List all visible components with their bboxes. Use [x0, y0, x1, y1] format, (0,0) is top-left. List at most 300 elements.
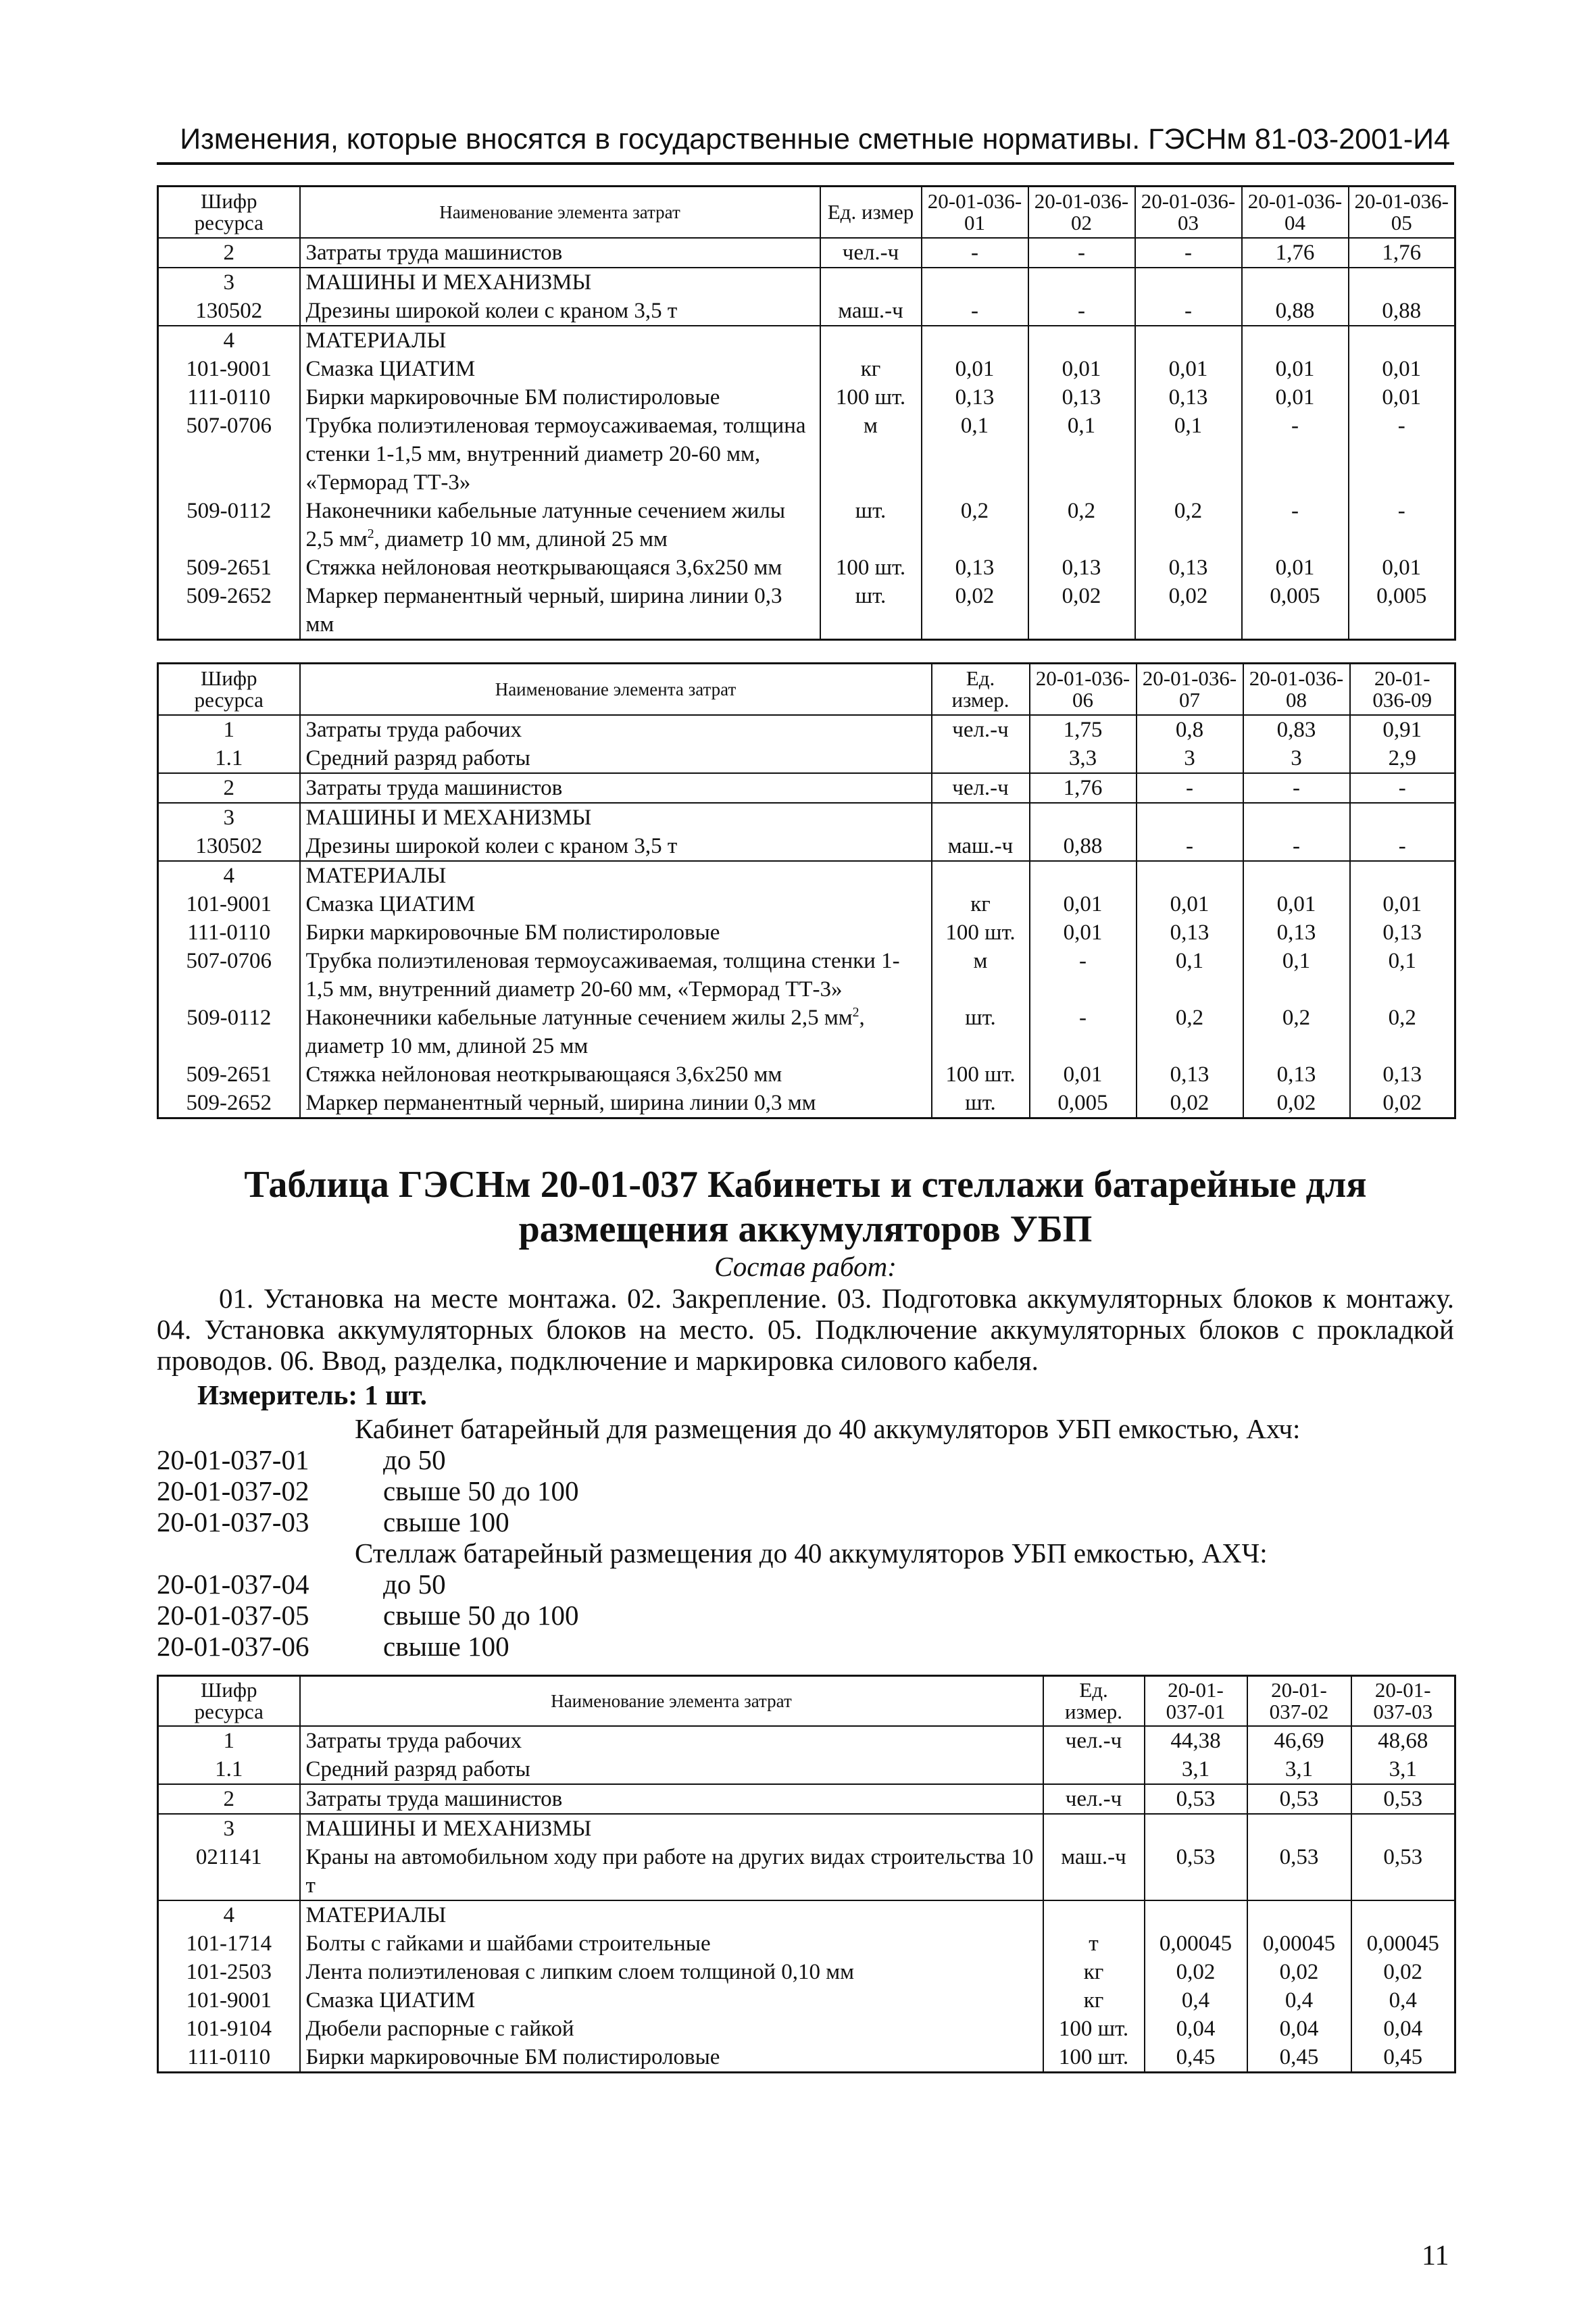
- value-cell: 0,91: [1350, 715, 1455, 744]
- resource-name-cell: [300, 2043, 1043, 2073]
- value-cell: 0,1: [1243, 947, 1350, 1004]
- value-cell: [1350, 861, 1455, 890]
- resource-name-cell: [300, 497, 820, 553]
- resource-name-cell: [300, 1089, 932, 1118]
- table-row: [158, 582, 1455, 640]
- resource-code-cell: 507-0706: [158, 947, 300, 1004]
- resource-name-tail: , диаметр 10 мм, длиной 25 мм: [374, 526, 668, 551]
- resource-code-cell: 509-2651: [158, 1060, 300, 1089]
- value-cell: [1028, 268, 1135, 297]
- resource-table-036-01-05: [157, 185, 1456, 641]
- unit-cell: 100 шт.: [1043, 2015, 1145, 2043]
- value-cell: [1137, 803, 1243, 832]
- resource-code-cell: 509-2652: [158, 1089, 300, 1118]
- value-cell: 0,83: [1243, 715, 1350, 744]
- resource-name: Трубка полиэтиленовая термоусаживаемая, толщина стенки 1-1,5 мм, внутренний диаметр 20-60 мм, «Терморад ТТ-3»: [305, 413, 806, 495]
- value-cell: 3: [1137, 744, 1243, 773]
- unit-cell: [932, 744, 1030, 773]
- table-row: [158, 744, 1455, 773]
- value-cell: 0,02: [1028, 582, 1135, 640]
- value-cell: 3,1: [1145, 1755, 1247, 1784]
- resource-name: Затраты труда машинистов: [305, 1786, 563, 1811]
- work-composition-text: 01. Установка на месте монтажа. 02. Закрепление. 03. Подготовка аккумуляторных блоков к монтажу. 04. Установка аккумуляторных блоков на место. 05. Подключение аккумуляторных блоков с прокладкой проводов. 06. Ввод, разделка, подключение и маркировка силового кабеля.: [157, 1283, 1454, 1376]
- running-title: Изменения, которые вносятся в государственные сметные нормативы. ГЭСНм 81-03-2001-И4: [180, 123, 1450, 155]
- col-norm-header: 20-01-036-02: [1028, 187, 1135, 238]
- col-code-header: Шифр ресурса: [158, 187, 300, 238]
- norm-code: 20-01-037-04: [157, 1569, 309, 1600]
- resource-name-cell: [300, 383, 820, 412]
- resource-name-cell: [300, 297, 820, 326]
- resource-name-cell: [300, 1784, 1043, 1814]
- resource-name-cell: [300, 1726, 1043, 1755]
- value-cell: 0,01: [1028, 355, 1135, 383]
- norm-desc: свыше 50 до 100: [383, 1475, 579, 1506]
- col-name-header: Наименование элемента затрат: [300, 664, 932, 715]
- value-cell: 0,88: [1242, 297, 1349, 326]
- col-norm-header: 20-01-037-02: [1247, 1676, 1351, 1726]
- resource-name: Болты с гайками и шайбами строительные: [305, 1931, 711, 1956]
- value-cell: -: [1349, 412, 1455, 497]
- value-cell: [1030, 803, 1137, 832]
- resource-name-cell: [300, 947, 932, 1004]
- col-norm-header: 20-01-036-04: [1242, 187, 1349, 238]
- value-cell: 0,005: [1242, 582, 1349, 640]
- col-norm-header: 20-01-036-05: [1349, 187, 1455, 238]
- table-row: [158, 1958, 1455, 1986]
- value-cell: -: [1349, 497, 1455, 553]
- table-row: [158, 1929, 1455, 1958]
- page-number: 11: [1422, 2240, 1449, 2271]
- value-cell: [1247, 1900, 1351, 1929]
- resource-code-cell: 101-9001: [158, 355, 300, 383]
- value-cell: 0,45: [1351, 2043, 1455, 2073]
- norm-desc: свыше 100: [383, 1506, 509, 1537]
- value-cell: 0,2: [1350, 1004, 1455, 1060]
- rack-heading: Стеллаж батарейный размещения до 40 аккумуляторов УБП емкостью, АХЧ:: [355, 1537, 1268, 1569]
- resource-table-037: [157, 1675, 1456, 2073]
- cabinet-heading: Кабинет батарейный для размещения до 40 аккумуляторов УБП емкостью, Ахч:: [355, 1413, 1301, 1444]
- value-cell: 0,02: [1135, 582, 1242, 640]
- value-cell: 0,1: [1137, 947, 1243, 1004]
- value-cell: 0,01: [1030, 890, 1137, 918]
- table-row: [158, 1755, 1455, 1784]
- col-norm-header: 20-01-036-07: [1137, 664, 1243, 715]
- unit-cell: [820, 326, 922, 355]
- resource-code-cell: 111-0110: [158, 383, 300, 412]
- resource-name-cell: [300, 268, 820, 297]
- col-unit-header: Ед. измер.: [932, 664, 1030, 715]
- value-cell: 0,02: [1351, 1958, 1455, 1986]
- table-row: [158, 238, 1455, 268]
- value-cell: [922, 326, 1028, 355]
- resource-name: Краны на автомобильном ходу при работе на других видах строительства 10 т: [305, 1844, 1034, 1898]
- value-cell: -: [922, 238, 1028, 268]
- resource-name: МАТЕРИАЛЫ: [305, 863, 447, 888]
- col-unit-header: Ед. измер.: [1043, 1676, 1145, 1726]
- table-row: [158, 1784, 1455, 1814]
- table-row: [158, 947, 1455, 1004]
- value-cell: 0,13: [1243, 918, 1350, 947]
- norm-desc: свыше 50 до 100: [383, 1600, 579, 1631]
- table-row: [158, 1726, 1455, 1755]
- col-unit-header: Ед. измер: [820, 187, 922, 238]
- unit-cell: шт.: [820, 582, 922, 640]
- resource-code-cell: 2: [158, 238, 300, 268]
- unit-cell: маш.-ч: [820, 297, 922, 326]
- resource-name-cell: [300, 2015, 1043, 2043]
- table-row: [158, 803, 1455, 832]
- value-cell: 0,8: [1137, 715, 1243, 744]
- resource-code-cell: 2: [158, 1784, 300, 1814]
- col-norm-header: 20-01-037-03: [1351, 1676, 1455, 1726]
- resource-code-cell: 509-0112: [158, 497, 300, 553]
- resource-code-cell: 101-9001: [158, 1986, 300, 2015]
- value-cell: 0,04: [1351, 2015, 1455, 2043]
- table-title: Таблица ГЭСНм 20-01-037 Кабинеты и стеллажи батарейные для размещения аккумуляторов УБП: [244, 1164, 1367, 1250]
- resource-code-cell: 130502: [158, 297, 300, 326]
- col-norm-header: 20-01-037-01: [1145, 1676, 1247, 1726]
- resource-code-cell: 111-0110: [158, 918, 300, 947]
- value-cell: -: [1135, 297, 1242, 326]
- norm-code: 20-01-037-06: [157, 1631, 309, 1662]
- table-row: [158, 1843, 1455, 1900]
- value-cell: 0,13: [1243, 1060, 1350, 1089]
- resource-name-cell: [300, 1060, 932, 1089]
- unit-cell: [1043, 1755, 1145, 1784]
- value-cell: [1243, 803, 1350, 832]
- table-row: [158, 773, 1455, 803]
- value-cell: -: [1243, 773, 1350, 803]
- resource-code-cell: 111-0110: [158, 2043, 300, 2073]
- table-row: [158, 553, 1455, 582]
- table-row: [158, 326, 1455, 355]
- value-cell: 0,45: [1247, 2043, 1351, 2073]
- resource-name-cell: [300, 355, 820, 383]
- value-cell: [1349, 326, 1455, 355]
- value-cell: [1135, 326, 1242, 355]
- unit-cell: м: [932, 947, 1030, 1004]
- value-cell: 0,53: [1351, 1843, 1455, 1900]
- value-cell: 0,01: [1030, 1060, 1137, 1089]
- col-code-header: Шифр ресурса: [158, 664, 300, 715]
- resource-name: Средний разряд работы: [305, 745, 530, 770]
- value-cell: [1242, 326, 1349, 355]
- unit-cell: чел.-ч: [1043, 1726, 1145, 1755]
- value-cell: 1,76: [1349, 238, 1455, 268]
- value-cell: 0,01: [1243, 890, 1350, 918]
- value-cell: -: [1030, 947, 1137, 1004]
- measure-value: 1 шт.: [364, 1379, 427, 1410]
- unit-cell: [932, 803, 1030, 832]
- table-row: [158, 1900, 1455, 1929]
- table-row: [158, 1060, 1455, 1089]
- table-row: [158, 412, 1455, 497]
- value-cell: -: [1028, 238, 1135, 268]
- resource-name-cell: [300, 803, 932, 832]
- col-name-header: Наименование элемента затрат: [300, 187, 820, 238]
- value-cell: 0,2: [1137, 1004, 1243, 1060]
- resource-name: Маркер перманентный черный, ширина линии 0,3 мм: [305, 1090, 816, 1115]
- resource-code-cell: 4: [158, 1900, 300, 1929]
- resource-code-cell: 101-9001: [158, 890, 300, 918]
- unit-cell: [932, 861, 1030, 890]
- value-cell: 2,9: [1350, 744, 1455, 773]
- value-cell: 3,1: [1351, 1755, 1455, 1784]
- unit-cell: чел.-ч: [820, 238, 922, 268]
- value-cell: 3,3: [1030, 744, 1137, 773]
- resource-code-cell: 130502: [158, 832, 300, 861]
- resource-name: Трубка полиэтиленовая термоусаживаемая, толщина стенки 1-1,5 мм, внутренний диаметр 20-60 мм, «Терморад ТТ-3»: [305, 948, 900, 1002]
- unit-cell: маш.-ч: [932, 832, 1030, 861]
- resource-name-cell: [300, 1814, 1043, 1843]
- unit-cell: [1043, 1814, 1145, 1843]
- table-row: [158, 1004, 1455, 1060]
- resource-code-cell: 101-2503: [158, 1958, 300, 1986]
- value-cell: 1,75: [1030, 715, 1137, 744]
- value-cell: -: [1030, 1004, 1137, 1060]
- value-cell: 0,02: [1137, 1089, 1243, 1118]
- norm-desc: свыше 100: [383, 1631, 509, 1662]
- value-cell: -: [1350, 832, 1455, 861]
- value-cell: 0,02: [1247, 1958, 1351, 1986]
- resource-name-tail: , диаметр 10 мм, длиной 25 мм: [305, 1005, 865, 1058]
- value-cell: [1350, 803, 1455, 832]
- value-cell: [1030, 861, 1137, 890]
- resource-name: Стяжка нейлоновая неоткрывающаяся 3,6х250 мм: [305, 1062, 782, 1087]
- value-cell: 0,01: [1242, 553, 1349, 582]
- resource-name-cell: [300, 1929, 1043, 1958]
- value-cell: -: [1028, 297, 1135, 326]
- norm-desc: до 50: [383, 1444, 446, 1475]
- resource-name-cell: [300, 773, 932, 803]
- value-cell: 0,01: [1030, 918, 1137, 947]
- value-cell: [1247, 1814, 1351, 1843]
- value-cell: 1,76: [1030, 773, 1137, 803]
- table-row: [158, 890, 1455, 918]
- norm-code: 20-01-037-05: [157, 1600, 309, 1631]
- table-row: [158, 297, 1455, 326]
- col-name-header: Наименование элемента затрат: [300, 1676, 1043, 1726]
- table-row: [158, 715, 1455, 744]
- norm-code: 20-01-037-03: [157, 1506, 309, 1537]
- superscript: 2: [852, 1004, 859, 1020]
- resource-name-cell: [300, 1004, 932, 1060]
- value-cell: 1,76: [1242, 238, 1349, 268]
- value-cell: [1351, 1814, 1455, 1843]
- value-cell: 0,53: [1247, 1843, 1351, 1900]
- norm-code: 20-01-037-02: [157, 1475, 309, 1506]
- value-cell: 0,53: [1247, 1784, 1351, 1814]
- resource-name: Затраты труда машинистов: [305, 240, 563, 265]
- resource-name: Дюбели распорные с гайкой: [305, 2016, 574, 2041]
- unit-cell: чел.-ч: [932, 715, 1030, 744]
- value-cell: 0,13: [1028, 383, 1135, 412]
- unit-cell: [820, 268, 922, 297]
- value-cell: 0,01: [922, 355, 1028, 383]
- value-cell: 0,1: [922, 412, 1028, 497]
- resource-name: Наконечники кабельные латунные сечением жилы 2,5 мм: [305, 1005, 853, 1030]
- value-cell: -: [1242, 497, 1349, 553]
- resource-name-cell: [300, 715, 932, 744]
- value-cell: [1351, 1900, 1455, 1929]
- unit-cell: 100 шт.: [1043, 2043, 1145, 2073]
- resource-code-cell: 3: [158, 1814, 300, 1843]
- resource-code-cell: 2: [158, 773, 300, 803]
- value-cell: -: [922, 297, 1028, 326]
- value-cell: 0,1: [1350, 947, 1455, 1004]
- value-cell: 0,13: [1028, 553, 1135, 582]
- table-row: [158, 1986, 1455, 2015]
- value-cell: 46,69: [1247, 1726, 1351, 1755]
- resource-name-cell: [300, 1755, 1043, 1784]
- resource-name: Смазка ЦИАТИМ: [305, 356, 476, 381]
- resource-table-036-06-09: [157, 662, 1456, 1119]
- resource-name: Затраты труда машинистов: [305, 775, 563, 800]
- resource-code-cell: 507-0706: [158, 412, 300, 497]
- resource-name-cell: [300, 1843, 1043, 1900]
- value-cell: 0,02: [922, 582, 1028, 640]
- value-cell: -: [1243, 832, 1350, 861]
- value-cell: 0,005: [1030, 1089, 1137, 1118]
- value-cell: -: [1137, 773, 1243, 803]
- value-cell: [922, 268, 1028, 297]
- unit-cell: 100 шт.: [820, 553, 922, 582]
- resource-name-cell: [300, 861, 932, 890]
- value-cell: [1137, 861, 1243, 890]
- measure-label: Измеритель:: [197, 1379, 358, 1410]
- value-cell: 0,01: [1242, 383, 1349, 412]
- resource-code-cell: 509-0112: [158, 1004, 300, 1060]
- value-cell: 44,38: [1145, 1726, 1247, 1755]
- resource-name: Лента полиэтиленовая с липким слоем толщиной 0,10 мм: [305, 1959, 855, 1984]
- table-row: [158, 861, 1455, 890]
- value-cell: 0,13: [1350, 918, 1455, 947]
- value-cell: 0,45: [1145, 2043, 1247, 2073]
- unit-cell: 100 шт.: [820, 383, 922, 412]
- unit-cell: шт.: [820, 497, 922, 553]
- value-cell: 0,13: [922, 383, 1028, 412]
- resource-name: Бирки маркировочные БМ полистироловые: [305, 2044, 720, 2069]
- resource-code-cell: 101-1714: [158, 1929, 300, 1958]
- resource-name: Маркер перманентный черный, ширина линии 0,3 мм: [305, 583, 782, 637]
- unit-cell: 100 шт.: [932, 1060, 1030, 1089]
- table-row: [158, 268, 1455, 297]
- value-cell: 0,13: [1135, 383, 1242, 412]
- resource-code-cell: 1.1: [158, 1755, 300, 1784]
- table-row: [158, 1814, 1455, 1843]
- resource-code-cell: 4: [158, 326, 300, 355]
- value-cell: 0,13: [1350, 1060, 1455, 1089]
- resource-name: Наконечники кабельные латунные сечением жилы 2,5 мм: [305, 498, 786, 551]
- running-header: [157, 120, 1454, 165]
- resource-code-cell: 1: [158, 715, 300, 744]
- resource-name: МАТЕРИАЛЫ: [305, 1902, 447, 1927]
- unit-cell: кг: [1043, 1986, 1145, 2015]
- resource-code-cell: 4: [158, 861, 300, 890]
- value-cell: 0,4: [1145, 1986, 1247, 2015]
- value-cell: 0,01: [1135, 355, 1242, 383]
- value-cell: [1349, 268, 1455, 297]
- value-cell: 0,005: [1349, 582, 1455, 640]
- value-cell: 0,01: [1349, 355, 1455, 383]
- value-cell: 0,4: [1247, 1986, 1351, 2015]
- value-cell: 0,4: [1351, 1986, 1455, 2015]
- value-cell: 0,02: [1350, 1089, 1455, 1118]
- value-cell: 3: [1243, 744, 1350, 773]
- resource-name: Дрезины широкой колеи с краном 3,5 т: [305, 298, 678, 323]
- value-cell: -: [1137, 832, 1243, 861]
- resource-name: Затраты труда рабочих: [305, 717, 522, 742]
- value-cell: 0,88: [1349, 297, 1455, 326]
- unit-cell: чел.-ч: [932, 773, 1030, 803]
- resource-name: МАТЕРИАЛЫ: [305, 328, 447, 353]
- resource-name: МАШИНЫ И МЕХАНИЗМЫ: [305, 805, 592, 830]
- value-cell: 0,13: [1135, 553, 1242, 582]
- unit-cell: 100 шт.: [932, 918, 1030, 947]
- col-norm-header: 20-01-036-08: [1243, 664, 1350, 715]
- value-cell: 0,04: [1145, 2015, 1247, 2043]
- value-cell: 48,68: [1351, 1726, 1455, 1755]
- value-cell: 0,1: [1135, 412, 1242, 497]
- table-row: [158, 832, 1455, 861]
- value-cell: 0,00045: [1351, 1929, 1455, 1958]
- value-cell: 0,13: [1137, 1060, 1243, 1089]
- table-row: [158, 1089, 1455, 1118]
- table-row: [158, 383, 1455, 412]
- value-cell: 0,01: [1349, 383, 1455, 412]
- table-row: [158, 918, 1455, 947]
- value-cell: [1028, 326, 1135, 355]
- resource-code-cell: 3: [158, 803, 300, 832]
- resource-name-cell: [300, 412, 820, 497]
- resource-name: Бирки маркировочные БМ полистироловые: [305, 385, 720, 410]
- col-code-header: Шифр ресурса: [158, 1676, 300, 1726]
- unit-cell: кг: [1043, 1958, 1145, 1986]
- resource-code-cell: 509-2652: [158, 582, 300, 640]
- value-cell: 0,88: [1030, 832, 1137, 861]
- table-row: [158, 355, 1455, 383]
- resource-name-cell: [300, 553, 820, 582]
- resource-name-cell: [300, 744, 932, 773]
- resource-name: МАШИНЫ И МЕХАНИЗМЫ: [305, 1816, 592, 1841]
- value-cell: 0,53: [1145, 1784, 1247, 1814]
- resource-name: Смазка ЦИАТИМ: [305, 891, 476, 916]
- unit-cell: кг: [932, 890, 1030, 918]
- table-row: [158, 2015, 1455, 2043]
- table-row: [158, 2043, 1455, 2073]
- unit-cell: чел.-ч: [1043, 1784, 1145, 1814]
- value-cell: [1243, 861, 1350, 890]
- value-cell: 0,53: [1351, 1784, 1455, 1814]
- col-norm-header: 20-01-036-06: [1030, 664, 1137, 715]
- value-cell: [1145, 1900, 1247, 1929]
- resource-name-cell: [300, 832, 932, 861]
- value-cell: [1145, 1814, 1247, 1843]
- work-composition-heading: Состав работ:: [714, 1251, 897, 1282]
- value-cell: 0,01: [1349, 553, 1455, 582]
- value-cell: [1135, 268, 1242, 297]
- resource-code-cell: 1.1: [158, 744, 300, 773]
- resource-name: Стяжка нейлоновая неоткрывающаяся 3,6х250 мм: [305, 555, 782, 580]
- value-cell: 0,2: [1135, 497, 1242, 553]
- value-cell: 0,2: [1243, 1004, 1350, 1060]
- value-cell: 0,02: [1145, 1958, 1247, 1986]
- resource-name-cell: [300, 890, 932, 918]
- value-cell: 3,1: [1247, 1755, 1351, 1784]
- value-cell: 0,2: [922, 497, 1028, 553]
- value-cell: 0,2: [1028, 497, 1135, 553]
- unit-cell: м: [820, 412, 922, 497]
